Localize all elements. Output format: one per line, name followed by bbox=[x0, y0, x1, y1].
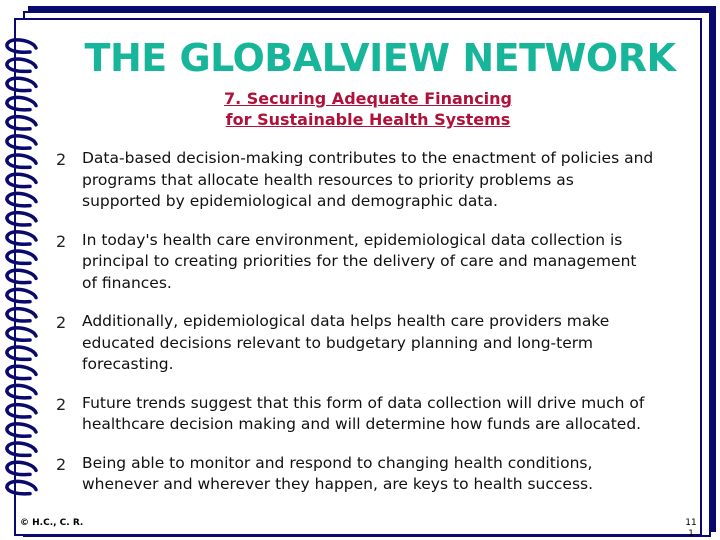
bullet-icon: 2 bbox=[56, 231, 67, 251]
bullet-item bbox=[56, 311, 656, 376]
page-number bbox=[680, 518, 702, 540]
bullet-text: Being able to monitor and respond to changing health conditions, whenever and wherever they happen, are keys to health success. bbox=[82, 453, 594, 493]
bullet-text: Additionally, epidemiological data helps health care providers make educated decisions relevant to budgetary planning and long-term forecasting. bbox=[82, 312, 610, 373]
bullet-text: In today's health care environment, epidemiological data collection is principal to creating priorities for the delivery of care and management of finances. bbox=[82, 230, 637, 292]
bullet-item bbox=[56, 453, 656, 496]
bullet-item bbox=[56, 230, 656, 295]
bullet-text: Data-based decision-making contributes to the enactment of policies and programs that allocate health resources to priority problems as supported by epidemiological and demographic data. bbox=[82, 149, 654, 210]
bullet-icon: 2 bbox=[56, 454, 67, 474]
bullet-text: Future trends suggest that this form of data collection will drive much of healthcare decision making and will determine how funds are allocated. bbox=[82, 393, 645, 433]
bullet-item bbox=[56, 393, 656, 436]
subtitle-line-1: 7. Securing Adequate Financing bbox=[223, 89, 513, 108]
slide-title: THE GLOBALVIEW NETWORK bbox=[84, 36, 676, 80]
subtitle-line-2: for Sustainable Health Systems bbox=[225, 110, 511, 129]
slide-subtitle bbox=[140, 88, 596, 130]
page-number-sub: 1 bbox=[688, 529, 694, 539]
bullet-icon: 2 bbox=[56, 150, 67, 169]
bullet-icon: 2 bbox=[56, 394, 67, 414]
copyright-notice: © H.C., C. R. bbox=[20, 518, 84, 528]
page-number-main: 11 bbox=[685, 518, 697, 528]
spiral-binding-icon bbox=[0, 36, 44, 506]
bullet-list bbox=[56, 148, 656, 513]
bullet-item bbox=[56, 148, 656, 213]
bullet-icon: 2 bbox=[56, 313, 67, 332]
